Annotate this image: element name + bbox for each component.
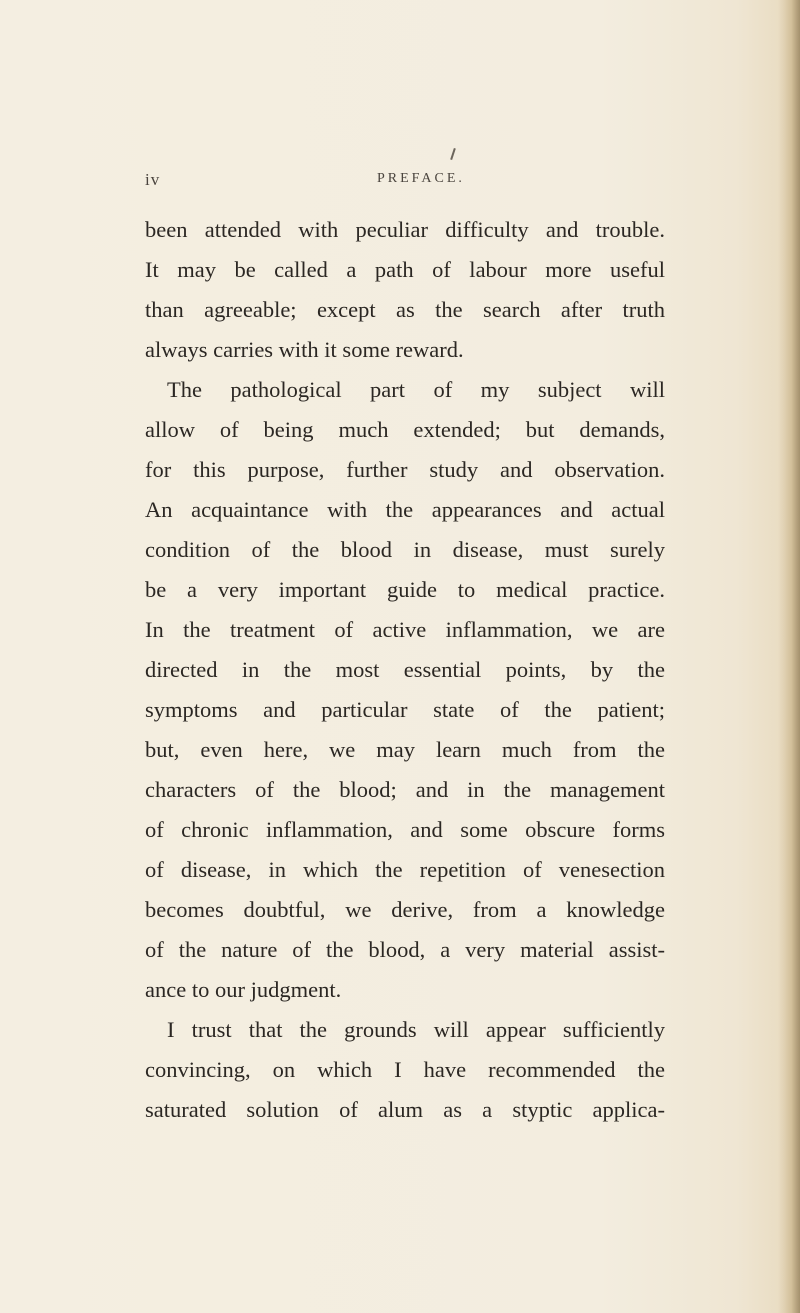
text-line: I trust that the grounds will appear sufficiently: [167, 1017, 665, 1042]
stray-ink-mark: [450, 148, 456, 160]
text-line: ance to our judgment.: [145, 977, 342, 1002]
text-line: An acquaintance with the appearances and actual: [145, 497, 665, 522]
text-line: been attended with peculiar difficulty and trouble.: [145, 217, 665, 242]
text-line: of the nature of the blood, a very material assist-: [145, 937, 665, 962]
text-line: It may be called a path of labour more useful: [145, 257, 665, 282]
page-header: [145, 170, 665, 194]
text-line: directed in the most essential points, by the: [145, 657, 665, 682]
text-line: characters of the blood; and in the management: [145, 777, 665, 802]
page-number: iv: [145, 170, 161, 189]
body-text: [145, 210, 665, 1130]
text-line: for this purpose, further study and observation.: [145, 457, 665, 482]
text-line: convincing, on which I have recommended the: [145, 1057, 665, 1082]
text-line: In the treatment of active inflammation, we are: [145, 617, 665, 642]
text-line: always carries with it some reward.: [145, 337, 464, 362]
text-line: than agreeable; except as the search after truth: [145, 297, 665, 322]
text-line: allow of being much extended; but demands,: [145, 417, 665, 442]
text-line: of disease, in which the repetition of venesection: [145, 857, 665, 882]
text-line: The pathological part of my subject will: [167, 377, 665, 402]
text-line: symptoms and particular state of the patient;: [145, 697, 665, 722]
text-line: of chronic inflammation, and some obscure forms: [145, 817, 665, 842]
text-line: becomes doubtful, we derive, from a knowledge: [145, 897, 665, 922]
text-line: but, even here, we may learn much from the: [145, 737, 665, 762]
text-line: saturated solution of alum as a styptic applica-: [145, 1097, 665, 1122]
text-line: be a very important guide to medical practice.: [145, 577, 665, 602]
text-line: condition of the blood in disease, must surely: [145, 537, 665, 562]
page-edge-shadow: [778, 0, 800, 1313]
running-head: PREFACE.: [377, 171, 465, 186]
